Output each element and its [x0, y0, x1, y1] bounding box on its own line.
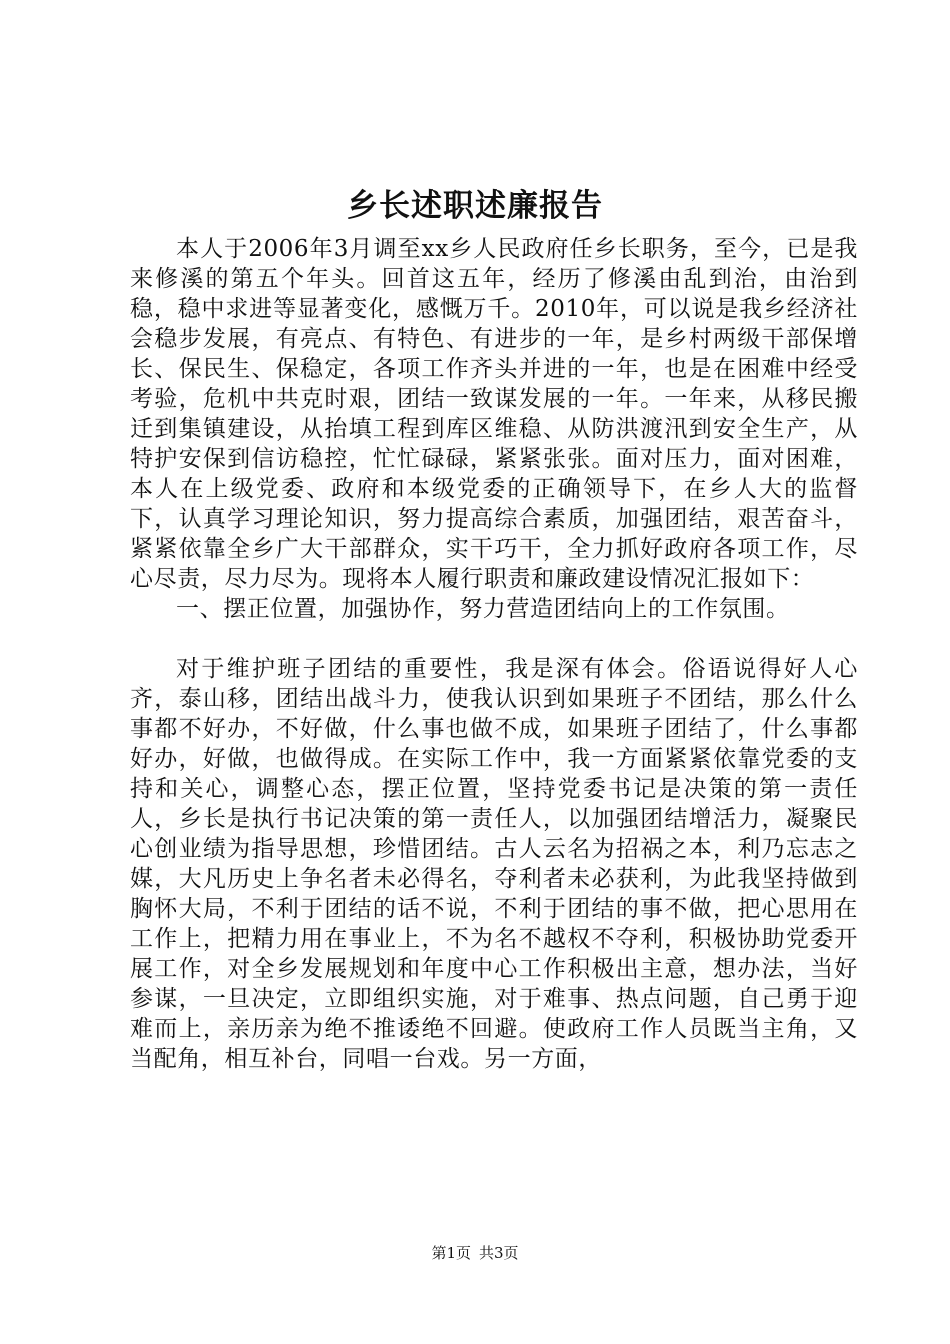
paragraph-intro: 本人于2006年3月调至xx乡人民政府任乡长职务，至今，已是我来修溪的第五个年头。回首这五年，经历了修溪由乱到治，由治到稳，稳中求进等显著变化，感慨万千。2010年，可以说是我乡经济社会稳步发展，有亮点、有特色、有进步的一年，是乡村两级干部保增长、保民生、保稳定，各项工作齐头并进的一年，也是在困难中经受考验，危机中共克时艰，团结一致谋发展的一年。一年来，从移民搬迁到集镇建设，从抬填工程到库区维稳、从防洪渡汛到安全生产，从特护安保到信访稳控，忙忙碌碌，紧紧张张。面对压力，面对困难，本人在上级党委、政府和本级党委的正确领导下，在乡人大的监督下，认真学习理论知识，努力提高综合素质，加强团结，艰苦奋斗，紧紧依靠全乡广大干部群众，实干巧干，全力抓好政府各项工作，尽心尽责，尽力尽为。现将本人履行职责和廉政建设情况汇报如下：: [130, 236, 858, 592]
page-footer: [0, 1243, 950, 1263]
page-number: 第1页: [431, 1244, 471, 1262]
document-title: 乡长述职述廉报告: [347, 188, 603, 224]
paragraph-section-1: 对于维护班子团结的重要性，我是深有体会。俗语说得好人心齐，泰山移，团结出战斗力，使我认识到如果班子不团结，那么什么事都不好办，不好做，什么事也做不成，如果班子团结了，什么事都好办，好做，也做得成。在实际工作中，我一方面紧紧依靠党委的支持和关心，调整心态，摆正位置，坚持党委书记是决策的第一责任人，乡长是执行书记决策的第一责任人，以加强团结增活力，凝聚民心创业绩为指导思想，珍惜团结。古人云名为招祸之本，利乃忘志之媒，大凡历史上争名者未必得名，夺利者未必获利，为此我坚持做到胸怀大局，不利于团结的话不说，不利于团结的事不做，把心思用在工作上，把精力用在事业上，不为名不越权不夺利，积极协助党委开展工作，对全乡发展规划和年度中心工作积极出主意，想办法，当好参谋，一旦决定，立即组织实施，对于难事、热点问题，自己勇于迎难而上，亲历亲为绝不推诿绝不回避。使政府工作人员既当主角，又当配角，相互补台，同唱一台戏。另一方面，: [130, 656, 858, 1072]
section-heading-1: 一、摆正位置，加强协作，努力营造团结向上的工作氛围。: [176, 596, 790, 622]
page-total: 共3页: [479, 1244, 519, 1262]
document-body: [130, 234, 858, 1074]
